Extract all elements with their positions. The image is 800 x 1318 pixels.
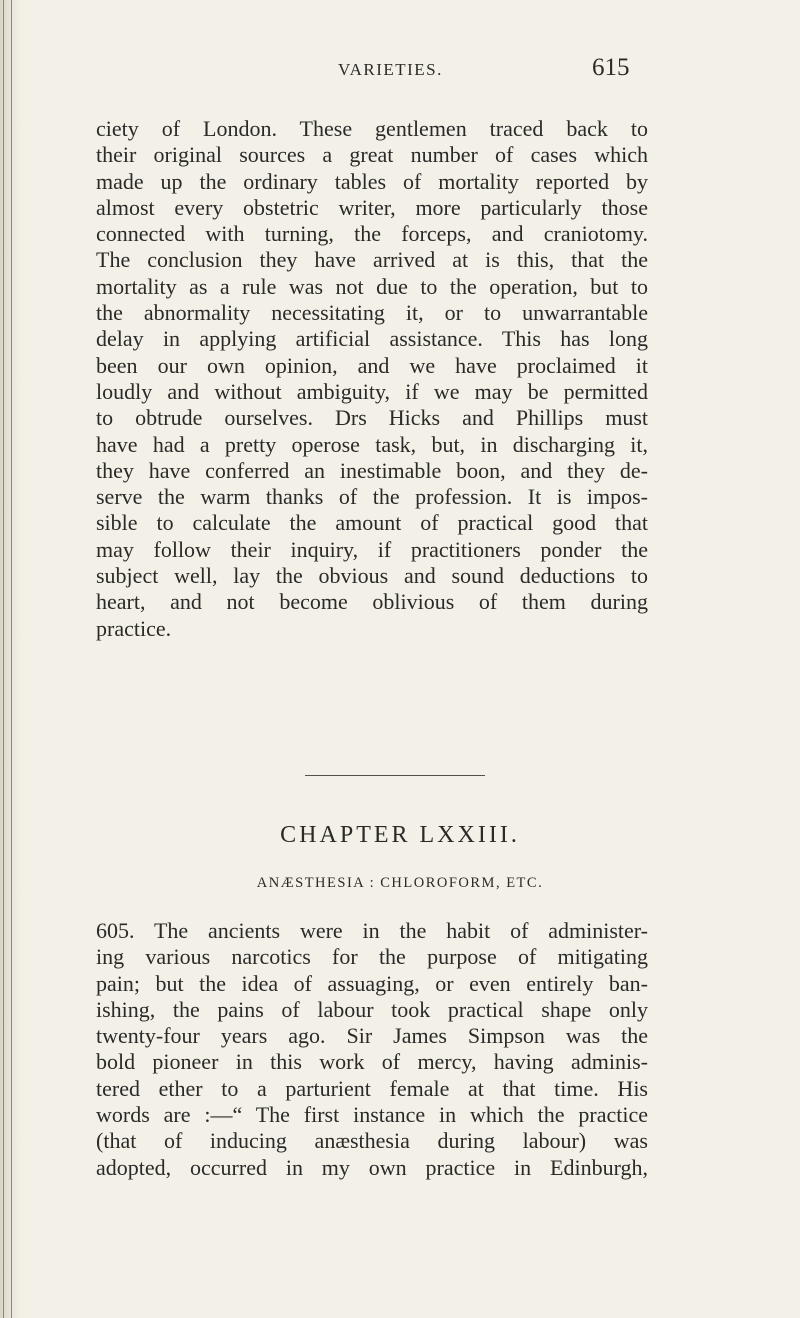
running-head — [0, 54, 800, 86]
text-line: sible to calculate the amount of practical good that — [96, 510, 648, 536]
text-line: almost every obstetric writer, more particularly those — [96, 194, 648, 220]
text-line: pain; but the idea of assuaging, or even entirely ban- — [96, 970, 648, 996]
text-line: they have conferred an inestimable boon, and they de- — [96, 457, 648, 483]
text-line: words are :—“ The first instance in which the practice — [96, 1102, 648, 1128]
text-line: ing various narcotics for the purpose of mitigating — [96, 944, 648, 970]
text-line: their original sources a great number of cases which — [96, 142, 648, 168]
text-line: ishing, the pains of labour took practical shape only — [96, 996, 648, 1022]
paragraph-section-605 — [96, 918, 648, 1181]
text-line: tered ether to a parturient female at that time. His — [96, 1075, 648, 1101]
text-line: heart, and not become oblivious of them during — [96, 589, 648, 615]
text-line: (that of inducing anæsthesia during labour) was — [96, 1128, 648, 1154]
paragraph-continued — [96, 116, 648, 642]
text-line: may follow their inquiry, if practitioners ponder the — [96, 536, 648, 562]
text-line: twenty-four years ago. Sir James Simpson was the — [96, 1023, 648, 1049]
text-line: adopted, occurred in my own practice in Edinburgh, — [96, 1154, 648, 1180]
running-title: VARIETIES. — [338, 60, 443, 79]
chapter-heading: CHAPTER LXXIII. — [280, 822, 520, 848]
text-line: practice. — [96, 615, 172, 641]
text-line: 605. The ancients were in the habit of administer- — [96, 918, 648, 943]
text-line: the abnormality necessitating it, or to unwarrantable — [96, 300, 648, 326]
text-line: have had a pretty operose task, but, in discharging it, — [96, 431, 648, 457]
text-line: mortality as a rule was not due to the operation, but to — [96, 273, 648, 299]
text-line: made up the ordinary tables of mortality reported by — [96, 168, 648, 194]
text-line: been our own opinion, and we have proclaimed it — [96, 352, 648, 378]
text-line: connected with turning, the forceps, and craniotomy. — [96, 221, 648, 247]
text-line: delay in applying artificial assistance. This has long — [96, 326, 648, 352]
text-line: The conclusion they have arrived at is this, that the — [96, 247, 648, 273]
text-line: loudly and without ambiguity, if we may be permitted — [96, 378, 648, 404]
text-line: bold pioneer in this work of mercy, having adminis- — [96, 1049, 648, 1075]
text-line: to obtrude ourselves. Drs Hicks and Phillips must — [96, 405, 648, 431]
text-line: subject well, lay the obvious and sound deductions to — [96, 563, 648, 589]
chapter-subtitle: ANÆSTHESIA : CHLOROFORM, ETC. — [256, 875, 544, 891]
section-divider — [305, 775, 485, 776]
text-line: serve the warm thanks of the profession. It is impos- — [96, 484, 648, 510]
text-line: ciety of London. These gentlemen traced back to — [96, 116, 648, 141]
page-number: 615 — [592, 54, 630, 81]
